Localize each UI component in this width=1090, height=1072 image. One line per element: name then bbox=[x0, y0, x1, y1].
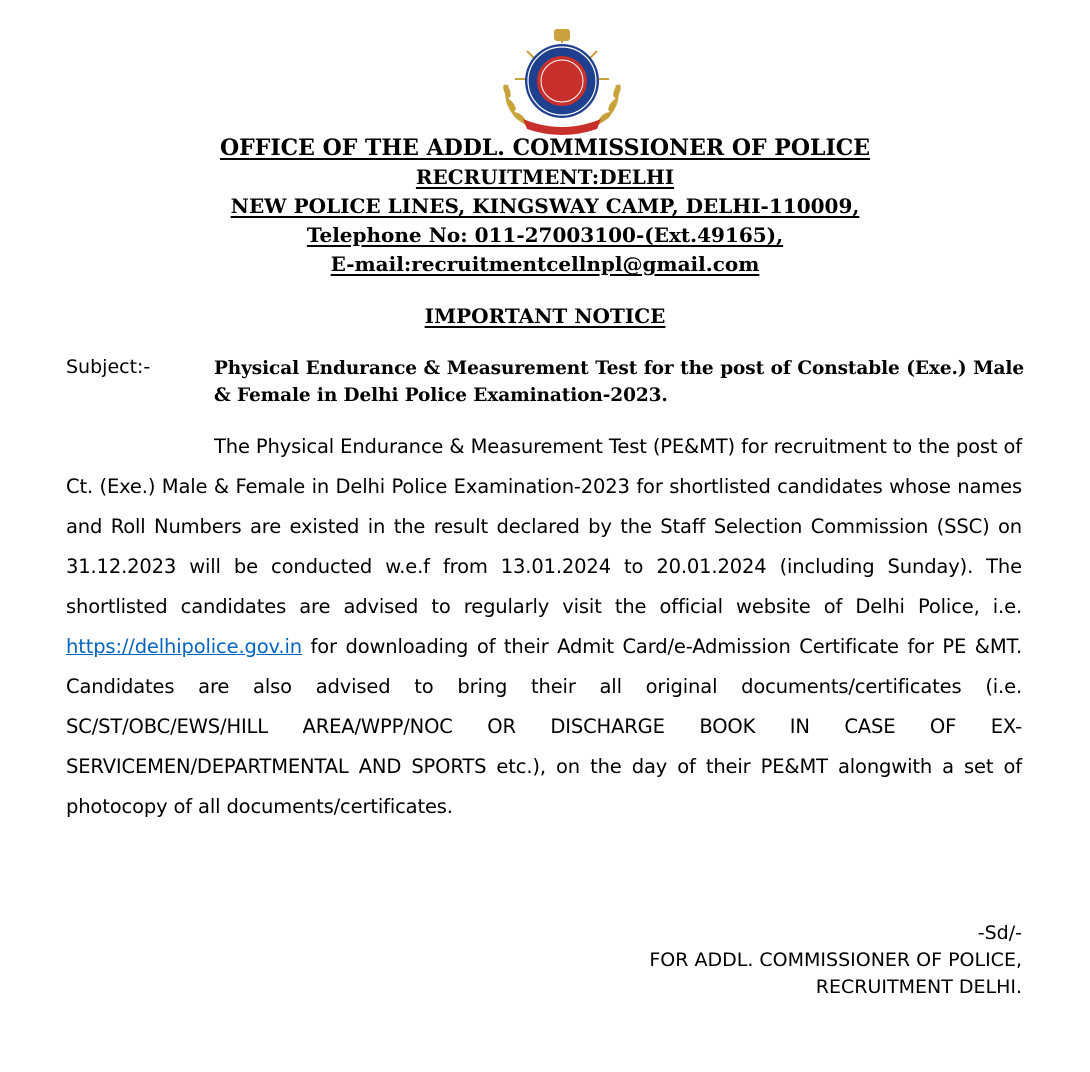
office-title: OFFICE OF THE ADDL. COMMISSIONER OF POLICE bbox=[219, 135, 871, 161]
office-telephone: Telephone No: 011-27003100-(Ext.49165), bbox=[306, 223, 784, 247]
office-header bbox=[0, 134, 1090, 279]
office-email: E-mail:recruitmentcellnpl@gmail.com bbox=[330, 252, 760, 276]
body-part-1: The Physical Endurance & Measurement Test (PE&MT) for recruitment to the post of Ct. (Exe.) Male & Female in Delhi Police Examination-2023 for shortlisted candidates whose names and Roll Numbers are existed in the result declared by the Staff Selection Commission (SSC) on 31.12.2023 will be conducted w.e.f from 13.01.2024 to 20.01.2024 (including Sunday). The shortlisted candidates are advised to regularly visit the official website of Delhi Police, i.e. bbox=[66, 435, 1022, 618]
body-part-2: for downloading of their Admit Card/e-Admission Certificate for PE &MT. Candidates are also advised to bring their all original documents/certificates (i.e. SC/ST/OBC/EWS/HILL AREA/WPP/NOC OR DISCHARGE BOOK IN CASE OF EX-SERVICEMEN/DEPARTMENTAL AND SPORTS etc.), on the day of their PE&MT alongwith a set of photocopy of all documents/certificates. bbox=[66, 635, 1022, 818]
subject-text: Physical Endurance & Measurement Test for the post of Constable (Exe.) Male & Female in Delhi Police Examination-2023. bbox=[214, 358, 1024, 406]
subject-label: Subject:- bbox=[66, 356, 151, 378]
office-address: NEW POLICE LINES, KINGSWAY CAMP, DELHI-110009, bbox=[230, 194, 860, 218]
notice-body bbox=[66, 427, 1022, 827]
delhi-police-website-link[interactable]: https://delhipolice.gov.in bbox=[66, 635, 302, 658]
delhi-police-emblem-icon bbox=[493, 25, 631, 137]
office-department: RECRUITMENT:DELHI bbox=[415, 165, 675, 189]
signature-sd: -Sd/- bbox=[977, 922, 1022, 944]
signature-block bbox=[649, 920, 1022, 1001]
signature-department: RECRUITMENT DELHI. bbox=[815, 976, 1022, 998]
notice-title: IMPORTANT NOTICE bbox=[424, 304, 666, 328]
signature-designation: FOR ADDL. COMMISSIONER OF POLICE, bbox=[649, 949, 1022, 971]
